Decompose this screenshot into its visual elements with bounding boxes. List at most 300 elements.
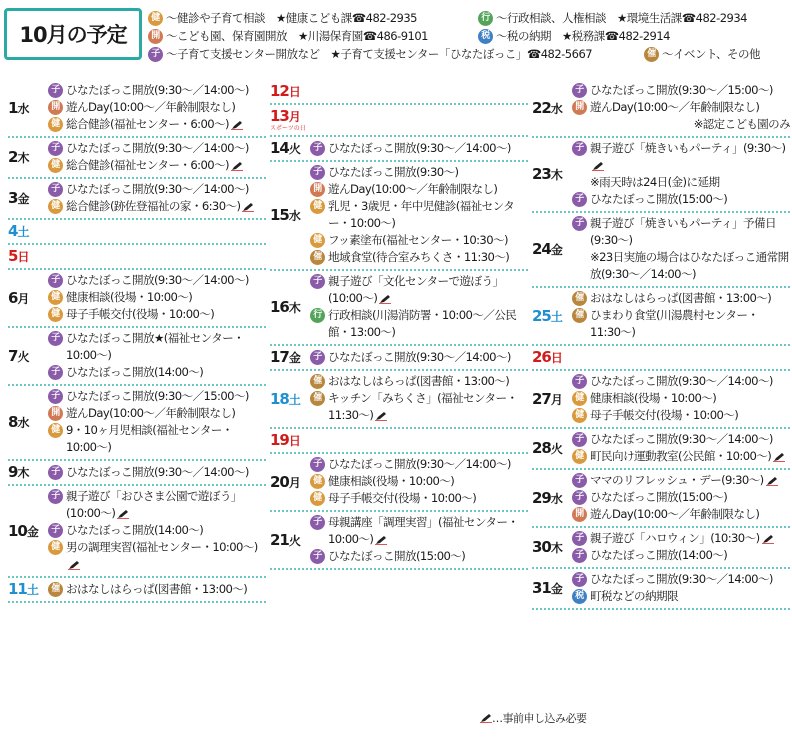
legend-item-gyo bbox=[478, 9, 747, 27]
event-text bbox=[66, 99, 266, 116]
event-text-content: ひなたぼっこ開放(9:30〜／14:00〜) bbox=[590, 432, 773, 446]
ko-icon: 子 bbox=[48, 141, 63, 156]
day-label bbox=[270, 431, 310, 449]
event-text bbox=[590, 489, 790, 506]
event-item bbox=[310, 164, 528, 181]
kai-icon: 開 bbox=[310, 182, 325, 197]
event-item bbox=[310, 514, 528, 548]
ko-icon: 子 bbox=[48, 389, 63, 404]
event-text bbox=[590, 407, 790, 424]
legend-text: 〜イベント、その他 bbox=[662, 47, 760, 61]
event-list bbox=[310, 273, 528, 341]
day-label bbox=[270, 107, 310, 132]
event-text-content: 母子手帳交付(役場・10:00〜) bbox=[328, 491, 477, 505]
day-number: 16 bbox=[270, 298, 289, 316]
day-label bbox=[8, 148, 48, 166]
page-title: 10月の予定 bbox=[4, 8, 142, 60]
day-number: 19 bbox=[270, 431, 289, 449]
event-list bbox=[572, 472, 790, 523]
event-item bbox=[572, 140, 790, 174]
ko-icon: 子 bbox=[48, 489, 63, 504]
event-item bbox=[310, 456, 528, 473]
event-text-content: 遊んDay(10:00〜／年齢制限なし) bbox=[590, 100, 760, 114]
event-item bbox=[48, 289, 266, 306]
event-text bbox=[66, 581, 266, 598]
day-label bbox=[8, 580, 48, 598]
day-label bbox=[8, 289, 48, 307]
day-row-19 bbox=[270, 429, 528, 454]
pen-icon bbox=[375, 411, 387, 421]
event-text bbox=[590, 448, 790, 465]
weekday: 日 bbox=[17, 250, 29, 264]
event-list bbox=[48, 464, 266, 481]
pen-icon bbox=[68, 560, 80, 570]
event-item bbox=[572, 489, 790, 506]
day-number: 6 bbox=[8, 288, 18, 307]
ko-icon: 子 bbox=[572, 216, 587, 231]
event-text bbox=[328, 490, 528, 507]
event-text bbox=[590, 99, 790, 116]
ko-icon: 子 bbox=[310, 350, 325, 365]
event-item bbox=[48, 539, 266, 573]
gen-icon: 催 bbox=[310, 391, 325, 406]
event-item bbox=[48, 198, 266, 215]
event-item bbox=[310, 140, 528, 157]
event-text bbox=[66, 464, 266, 481]
event-text-content: 親子遊び「焼きいもパーティ」(9:30〜) bbox=[590, 141, 786, 155]
event-item bbox=[310, 490, 528, 507]
event-item bbox=[310, 181, 528, 198]
event-text-content: 町税などの納期限 bbox=[590, 589, 678, 603]
event-text bbox=[328, 373, 528, 390]
event-text bbox=[590, 588, 790, 605]
event-item bbox=[310, 198, 528, 232]
gyo-icon: 行 bbox=[310, 308, 325, 323]
day-row-16 bbox=[270, 271, 528, 346]
day-number: 14 bbox=[270, 139, 289, 157]
weekday: 火 bbox=[288, 533, 300, 548]
event-text bbox=[328, 140, 528, 157]
day-label bbox=[270, 390, 310, 408]
weekday: 木 bbox=[17, 466, 29, 480]
legend-item-gen bbox=[644, 45, 760, 63]
event-list bbox=[310, 456, 528, 507]
event-item bbox=[310, 307, 528, 341]
day-row-12 bbox=[270, 80, 528, 105]
event-text-content: ひなたぼっこ開放(9:30〜／14:00〜) bbox=[590, 572, 773, 586]
day-label bbox=[270, 348, 310, 366]
ko-icon: 子 bbox=[572, 548, 587, 563]
day-number: 24 bbox=[532, 240, 551, 258]
legend-text: 〜税の納期 ★税務課☎482-2914 bbox=[496, 29, 670, 43]
weekday: 水 bbox=[550, 491, 562, 506]
day-number: 1 bbox=[8, 98, 18, 117]
weekday: 日 bbox=[288, 434, 300, 448]
day-row-22 bbox=[532, 80, 790, 138]
gyo-icon: 行 bbox=[478, 11, 493, 26]
day-row-2 bbox=[8, 138, 266, 179]
event-item bbox=[572, 249, 790, 283]
gen-icon: 催 bbox=[310, 250, 325, 265]
pen-icon bbox=[766, 476, 778, 486]
event-item bbox=[310, 390, 528, 424]
event-text bbox=[66, 388, 266, 405]
event-item bbox=[572, 191, 790, 208]
weekday: 水 bbox=[550, 101, 562, 116]
pen-icon bbox=[242, 202, 254, 212]
gen-icon: 催 bbox=[310, 374, 325, 389]
kai-icon: 開 bbox=[572, 507, 587, 522]
day-number: 8 bbox=[8, 413, 18, 431]
event-item bbox=[572, 390, 790, 407]
day-label bbox=[270, 139, 310, 157]
event-text bbox=[590, 390, 790, 407]
event-list bbox=[572, 215, 790, 283]
event-item bbox=[572, 448, 790, 465]
day-label bbox=[270, 531, 310, 549]
event-text bbox=[590, 215, 790, 249]
ken-icon: 健 bbox=[310, 199, 325, 214]
event-text-content: ひなたぼっこ開放(9:30〜／14:00〜) bbox=[328, 140, 511, 155]
event-text-content: ひまわり食堂(川湯農村センター・11:30〜) bbox=[590, 308, 759, 339]
event-text bbox=[66, 488, 266, 522]
event-text bbox=[590, 140, 790, 174]
day-row-26 bbox=[532, 346, 790, 371]
event-list bbox=[48, 272, 266, 323]
day-number: 21 bbox=[270, 530, 289, 549]
event-text-content: ママのリフレッシュ・デー(9:30〜) bbox=[590, 473, 764, 487]
ko-icon: 子 bbox=[572, 490, 587, 505]
ko-icon: 子 bbox=[48, 365, 63, 380]
event-text bbox=[590, 290, 790, 307]
event-item bbox=[310, 249, 528, 266]
event-text-content: 男の調理実習(福祉センター・10:00〜) bbox=[66, 540, 258, 554]
event-text bbox=[590, 307, 790, 341]
event-text-content: ※23日実施の場合はひなたぼっこ通常開放(9:30〜／14:00〜) bbox=[590, 250, 789, 281]
day-row-7 bbox=[8, 328, 266, 386]
ken-icon: 健 bbox=[572, 391, 587, 406]
event-item bbox=[572, 99, 790, 116]
day-row-4 bbox=[8, 220, 266, 245]
weekday: 月 bbox=[550, 392, 562, 407]
event-list bbox=[310, 373, 528, 424]
day-label bbox=[532, 439, 572, 457]
event-text bbox=[66, 157, 266, 174]
event-text-content: おはなしはらっぱ(図書館・13:00〜) bbox=[328, 374, 510, 388]
weekday: 火 bbox=[550, 442, 562, 456]
weekday: 日 bbox=[550, 351, 562, 365]
event-text-content: 総合健診(福祉センター・6:00〜) bbox=[66, 158, 229, 172]
event-text-content: 遊んDay(10:00〜／年齢制限なし) bbox=[590, 507, 760, 521]
event-text bbox=[590, 530, 790, 547]
event-item bbox=[572, 290, 790, 307]
weekday: 金 bbox=[550, 582, 562, 596]
event-text-content: キッチン「みちくさ」(福祉センター・11:30〜) bbox=[328, 391, 518, 422]
event-text-content: 親子遊び「焼きいもパーティ」予備日(9:30〜) bbox=[590, 216, 776, 247]
legend-text: 〜健診や子育て相談 ★健康こども課☎482-2935 bbox=[166, 11, 417, 25]
day-number: 11 bbox=[8, 580, 27, 598]
weekday: 水 bbox=[17, 101, 29, 116]
ko-icon: 子 bbox=[310, 141, 325, 156]
ken-icon: 健 bbox=[310, 233, 325, 248]
event-item bbox=[572, 472, 790, 489]
day-number: 4 bbox=[8, 222, 18, 240]
event-item bbox=[48, 464, 266, 481]
ko-icon: 子 bbox=[48, 331, 63, 346]
event-text-content: 健康相談(役場・10:00〜) bbox=[590, 391, 717, 405]
event-text-content: ひなたぼっこ開放(15:00〜) bbox=[590, 192, 728, 206]
event-text-content: 遊んDay(10:00〜／年齢制限なし) bbox=[66, 100, 236, 114]
event-text-content: 地域食堂(待合室みちくさ・11:30〜) bbox=[328, 250, 510, 264]
event-text bbox=[66, 140, 266, 157]
ko-icon: 子 bbox=[48, 465, 63, 480]
day-label bbox=[532, 538, 572, 556]
gen-icon: 催 bbox=[48, 582, 63, 597]
event-text bbox=[590, 82, 790, 99]
weekday: 土 bbox=[17, 225, 29, 239]
event-text-content: ひなたぼっこ開放(9:30〜／14:00〜) bbox=[590, 374, 773, 388]
event-text-content: 母親講座「調理実習」(福祉センター・10:00〜) bbox=[328, 515, 519, 546]
day-label bbox=[8, 522, 48, 540]
event-text-content: 遊んDay(10:00〜／年齢制限なし) bbox=[66, 406, 236, 420]
event-list bbox=[48, 181, 266, 215]
event-text-content: ひなたぼっこ開放(14:00〜) bbox=[590, 548, 728, 562]
day-number: 28 bbox=[532, 439, 551, 457]
event-list bbox=[48, 330, 266, 381]
event-text-content: ひなたぼっこ開放(9:30〜／14:00〜) bbox=[66, 83, 249, 97]
weekday: 水 bbox=[17, 416, 29, 430]
day-row-21 bbox=[270, 512, 528, 570]
event-text bbox=[66, 364, 266, 381]
ken-icon: 健 bbox=[310, 474, 325, 489]
day-row-18 bbox=[270, 371, 528, 429]
ko-icon: 子 bbox=[572, 83, 587, 98]
event-text bbox=[590, 249, 790, 283]
footer-text: …事前申し込み必要 bbox=[492, 712, 587, 725]
event-text bbox=[328, 548, 528, 565]
ken-icon: 健 bbox=[48, 540, 63, 555]
event-text bbox=[590, 472, 790, 489]
event-text-content: 親子遊び「ハロウィン」(10:30〜) bbox=[590, 531, 760, 545]
event-item bbox=[572, 407, 790, 424]
ken-icon: 健 bbox=[48, 290, 63, 305]
event-item bbox=[48, 157, 266, 174]
day-row-10 bbox=[8, 486, 266, 578]
ko-icon: 子 bbox=[48, 523, 63, 538]
event-item bbox=[48, 330, 266, 364]
event-text-content: 健康相談(役場・10:00〜) bbox=[66, 290, 193, 304]
event-list bbox=[48, 388, 266, 456]
event-note: ※認定こども園のみ bbox=[693, 117, 790, 131]
day-label bbox=[532, 348, 572, 366]
kai-icon: 開 bbox=[48, 100, 63, 115]
day-label bbox=[8, 189, 48, 207]
day-number: 12 bbox=[270, 82, 289, 100]
day-number: 25 bbox=[532, 306, 551, 325]
day-row-20 bbox=[270, 454, 528, 512]
event-text bbox=[66, 198, 266, 215]
event-text-content: おはなしはらっぱ(図書館・13:00〜) bbox=[590, 291, 772, 305]
day-row-28 bbox=[532, 429, 790, 470]
footer-note bbox=[478, 710, 587, 726]
gen-icon: 催 bbox=[572, 291, 587, 306]
event-list bbox=[310, 140, 528, 157]
calendar-column-1 bbox=[8, 80, 266, 603]
event-text-content: 乳児・3歳児・年中児健診(福祉センター・10:00〜) bbox=[328, 199, 515, 230]
event-list bbox=[310, 514, 528, 565]
event-text bbox=[328, 473, 528, 490]
day-row-14 bbox=[270, 137, 528, 162]
ko-icon: 子 bbox=[310, 457, 325, 472]
day-row-6 bbox=[8, 270, 266, 328]
day-label bbox=[270, 473, 310, 491]
event-text bbox=[328, 198, 528, 232]
day-number: 3 bbox=[8, 189, 18, 207]
ken-icon: 健 bbox=[48, 423, 63, 438]
ko-icon: 子 bbox=[48, 273, 63, 288]
event-text-content: 親子遊び「おひさま公園で遊ぼう」(10:00〜) bbox=[66, 489, 242, 520]
event-text-content: ひなたぼっこ開放(15:00〜) bbox=[328, 549, 466, 563]
calendar-column-3 bbox=[532, 80, 790, 610]
ko-icon: 子 bbox=[572, 141, 587, 156]
day-number: 22 bbox=[532, 98, 551, 117]
day-label bbox=[8, 247, 48, 265]
event-list bbox=[48, 140, 266, 174]
event-text-content: ひなたぼっこ開放(9:30〜／14:00〜) bbox=[66, 273, 249, 287]
ken-icon: 健 bbox=[48, 117, 63, 132]
weekday: 木 bbox=[550, 168, 562, 182]
day-number: 18 bbox=[270, 389, 289, 408]
day-row-29 bbox=[532, 470, 790, 528]
event-text-content: 親子遊び「文化センターで遊ぼう」(10:00〜) bbox=[328, 274, 504, 305]
event-item bbox=[310, 273, 528, 307]
event-list bbox=[572, 290, 790, 341]
event-item bbox=[48, 522, 266, 539]
event-text bbox=[328, 349, 528, 366]
day-row-8 bbox=[8, 386, 266, 461]
event-item bbox=[572, 431, 790, 448]
day-row-11 bbox=[8, 578, 266, 603]
event-item bbox=[310, 548, 528, 565]
event-item bbox=[572, 82, 790, 99]
legend-text: 〜子育て支援センター開放など ★子育て支援センター「ひなたぼっこ」☎482-5667 bbox=[166, 47, 593, 61]
ko-icon: 子 bbox=[310, 274, 325, 289]
event-text bbox=[590, 191, 790, 208]
day-row-25 bbox=[532, 288, 790, 346]
event-text bbox=[328, 390, 528, 424]
event-text-content: ひなたぼっこ開放(9:30〜／15:00〜) bbox=[590, 83, 773, 97]
event-item bbox=[310, 349, 528, 366]
event-list bbox=[48, 488, 266, 573]
day-number: 26 bbox=[532, 348, 551, 366]
ken-icon: 健 bbox=[572, 408, 587, 423]
weekday: 月 bbox=[288, 475, 300, 490]
ko-icon: 子 bbox=[310, 165, 325, 180]
event-text bbox=[66, 289, 266, 306]
day-row-1 bbox=[8, 80, 266, 138]
event-text bbox=[590, 506, 790, 523]
ken-icon: 健 bbox=[48, 307, 63, 322]
weekday: 木 bbox=[288, 301, 300, 315]
ko-icon: 子 bbox=[572, 473, 587, 488]
event-text bbox=[590, 373, 790, 390]
event-text bbox=[66, 330, 266, 364]
event-item bbox=[48, 306, 266, 323]
event-text bbox=[328, 514, 528, 548]
gen-icon: 催 bbox=[572, 308, 587, 323]
day-label bbox=[532, 489, 572, 507]
event-item bbox=[48, 140, 266, 157]
event-text-content: ひなたぼっこ開放(9:30〜／14:00〜) bbox=[66, 182, 249, 196]
kai-icon: 開 bbox=[48, 406, 63, 421]
event-item bbox=[310, 373, 528, 390]
ken-icon: 健 bbox=[148, 11, 163, 26]
weekday: 土 bbox=[26, 583, 38, 597]
event-list bbox=[48, 82, 266, 133]
event-item bbox=[572, 506, 790, 523]
event-text-content: ひなたぼっこ開放(9:30〜／14:00〜) bbox=[66, 141, 249, 155]
event-item bbox=[48, 99, 266, 116]
gen-icon: 催 bbox=[644, 47, 659, 62]
pen-icon bbox=[117, 509, 129, 519]
event-text bbox=[66, 422, 266, 456]
event-text bbox=[66, 405, 266, 422]
event-text-content: ひなたぼっこ開放★(福祉センター・10:00〜) bbox=[66, 331, 245, 362]
day-number: 2 bbox=[8, 148, 18, 166]
event-list bbox=[310, 164, 528, 266]
event-text bbox=[328, 164, 528, 181]
day-row-27 bbox=[532, 371, 790, 429]
event-text-content: 行政相談(川湯消防署・10:00〜／公民館・13:00〜) bbox=[328, 308, 517, 339]
event-text-content: 健康相談(役場・10:00〜) bbox=[328, 474, 455, 488]
event-list bbox=[572, 140, 790, 208]
ko-icon: 子 bbox=[572, 572, 587, 587]
event-item bbox=[48, 405, 266, 422]
holiday-name: スポーツの日 bbox=[270, 125, 306, 132]
zei-icon: 税 bbox=[572, 589, 587, 604]
event-text bbox=[590, 571, 790, 588]
event-text bbox=[328, 273, 528, 307]
event-text-content: 9・10ヶ月児相談(福祉センター・10:00〜) bbox=[66, 423, 233, 454]
kai-icon: 開 bbox=[148, 29, 163, 44]
day-label bbox=[532, 390, 572, 408]
event-item bbox=[310, 473, 528, 490]
event-item bbox=[48, 388, 266, 405]
event-item bbox=[48, 82, 266, 99]
pen-icon bbox=[231, 161, 243, 171]
event-item bbox=[572, 588, 790, 605]
event-text bbox=[66, 306, 266, 323]
day-row-5 bbox=[8, 245, 266, 270]
day-row-30 bbox=[532, 528, 790, 569]
event-text-content: ひなたぼっこ開放(9:30〜) bbox=[328, 165, 459, 179]
ko-icon: 子 bbox=[572, 192, 587, 207]
event-list bbox=[572, 431, 790, 465]
event-item bbox=[310, 232, 528, 249]
day-label bbox=[8, 463, 48, 481]
day-label bbox=[532, 165, 572, 183]
day-label bbox=[8, 222, 48, 240]
event-text-content: ひなたぼっこ開放(9:30〜／14:00〜) bbox=[66, 464, 249, 479]
event-text-content: ひなたぼっこ開放(14:00〜) bbox=[66, 523, 204, 537]
event-text-content: 町民向け運動教室(公民館・10:00〜) bbox=[590, 449, 772, 463]
event-text bbox=[328, 249, 528, 266]
pen-icon bbox=[375, 535, 387, 545]
event-text bbox=[66, 116, 266, 133]
day-row-13 bbox=[270, 105, 528, 137]
pen-icon bbox=[379, 294, 391, 304]
day-number: 23 bbox=[532, 165, 551, 183]
